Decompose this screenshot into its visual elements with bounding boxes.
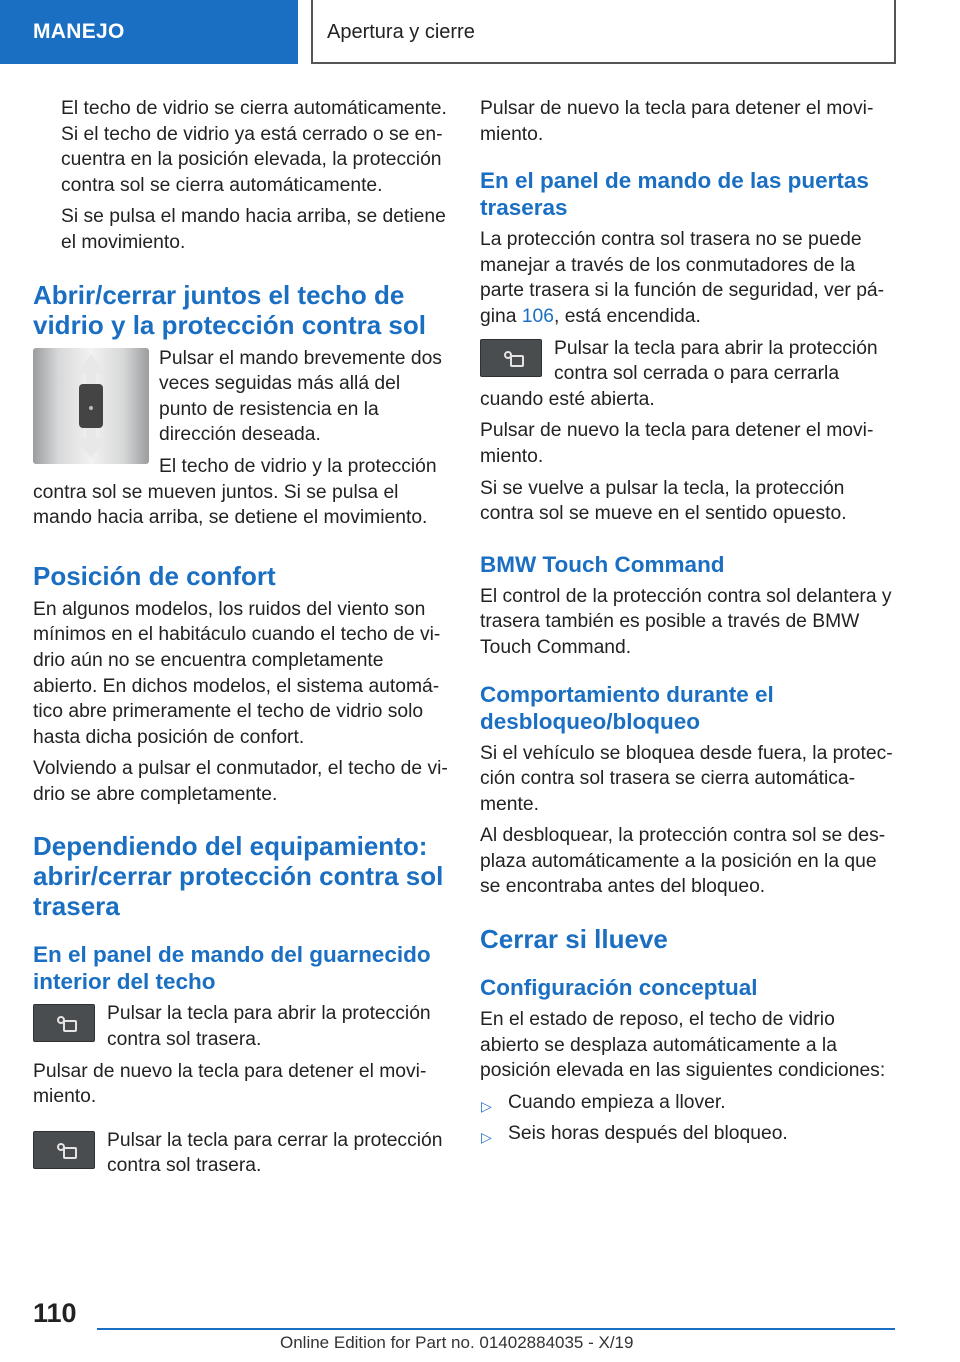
paragraph: Pulsar la tecla para cerrar la protección contra sol trasera. — [107, 1129, 443, 1177]
footer-divider — [97, 1328, 895, 1330]
paragraph: Pulsar el mando brevemente dos veces seguidas más allá del punto de resistencia en la dirección deseada. — [159, 347, 442, 446]
paragraph: Al desbloquear, la protección contra sol se desplaza automáticamente a la posición en la que se encontraba antes del bloqueo. — [480, 825, 886, 898]
subheading-touch-command: BMW Touch Command — [480, 551, 725, 577]
paragraph: El techo de vidrio se cierra automáticamente. Si el techo de vidrio ya está cerrado o se encuentra en la posición elevada, la protección contra sol se cierra automáticamente. — [61, 98, 447, 196]
roof-switch-image — [33, 348, 149, 464]
left-column — [33, 96, 449, 1185]
paragraph: El control de la protección contra sol delantera y trasera también es posible a través de BMW Touch Command. — [480, 585, 892, 658]
arrow-down-icon — [76, 438, 106, 458]
paragraph: Si se pulsa el mando hacia arriba, se detiene el movimiento. — [61, 206, 446, 253]
bullet-triangle-icon: ▷ — [481, 1097, 492, 1114]
paragraph: Pulsar la tecla para abrir la protección contra sol cerrada o para cerrarla cuando esté abierta. — [480, 337, 878, 410]
heading-open-close-together: Abrir/cerrar juntos el techo de vidrio y la protección contra sol — [33, 279, 426, 340]
heading-close-if-rain: Cerrar si llueve — [480, 924, 668, 955]
footer-edition: Online Edition for Part no. 01402884035 - X/19 — [280, 1333, 634, 1352]
right-column — [480, 96, 896, 1153]
button-instruction — [33, 1128, 449, 1185]
sunshade-button-icon — [33, 1131, 95, 1169]
paragraph: El techo de vidrio y la protección contra sol se mueven juntos. Si se pulsa el mando hacia arriba, se detiene el movimiento. — [33, 455, 437, 529]
heading-comfort-position: Posición de confort — [33, 560, 276, 591]
paragraph: Si se vuelve a pulsar la tecla, la protección contra sol se mueve en el sentido opuesto. — [480, 477, 847, 525]
paragraph: Volviendo a pulsar el conmutador, el techo de vidrio se abre completamente. — [33, 758, 448, 805]
subheading-rear-door-panel: En el panel de mando de las puertas traseras — [480, 168, 869, 221]
page-number: 110 — [33, 1298, 77, 1328]
heading-rear-sunshade: Dependiendo del equipamiento: abrir/cerrar protección contra sol trasera — [33, 831, 444, 922]
paragraph: Pulsar la tecla para abrir la protección contra sol trasera. — [107, 1003, 431, 1051]
subheading-configuration: Configuración conceptual — [480, 975, 758, 1001]
paragraph: Pulsar de nuevo la tecla para detener el movimiento. — [33, 1060, 427, 1108]
sunshade-button-icon — [480, 339, 542, 377]
paragraph: Si el vehículo se bloquea desde fuera, la protección contra sol trasera se cierra automáticamente. — [480, 742, 893, 815]
chapter-title: Apertura y cierre — [311, 0, 896, 64]
bullet-triangle-icon: ▷ — [481, 1129, 492, 1146]
list-item: ▷ Cuando empieza a llover. — [480, 1090, 896, 1116]
button-instruction — [33, 1001, 449, 1058]
switch-icon — [79, 384, 103, 428]
subheading-headliner-panel: En el panel de mando del guarnecido interior del techo — [33, 942, 431, 995]
sunshade-button-icon — [33, 1004, 95, 1042]
page-link[interactable]: 106 — [521, 305, 554, 327]
section-tab: MANEJO — [0, 0, 298, 64]
button-instruction — [480, 336, 896, 419]
paragraph: La protección contra sol trasera no se puede manejar a través de los conmutadores de la parte trasera si la función de seguridad, ver página 106, está encendida. — [480, 229, 885, 327]
paragraph: Pulsar de nuevo la tecla para detener el movimiento. — [480, 98, 874, 145]
subheading-lock-behaviour: Comportamiento durante el desbloqueo/bloqueo — [480, 681, 774, 734]
switch-instruction — [33, 346, 449, 537]
arrow-up-icon — [76, 354, 106, 374]
paragraph: En el estado de reposo, el techo de vidrio abierto se desplaza automáticamente a la posición elevada en las siguientes condiciones: — [480, 1009, 886, 1082]
paragraph: Pulsar de nuevo la tecla para detener el movimiento. — [480, 420, 874, 467]
list-item: ▷ Seis horas después del bloqueo. — [480, 1121, 896, 1147]
paragraph: En algunos modelos, los ruidos del viento son mínimos en el habitáculo cuando el techo de vidrio aún no se encuentra completamente abierto. En dichos modelos, el sistema automático abre primeramente el techo de vidrio solo hasta dicha posición de confort. — [33, 598, 441, 748]
